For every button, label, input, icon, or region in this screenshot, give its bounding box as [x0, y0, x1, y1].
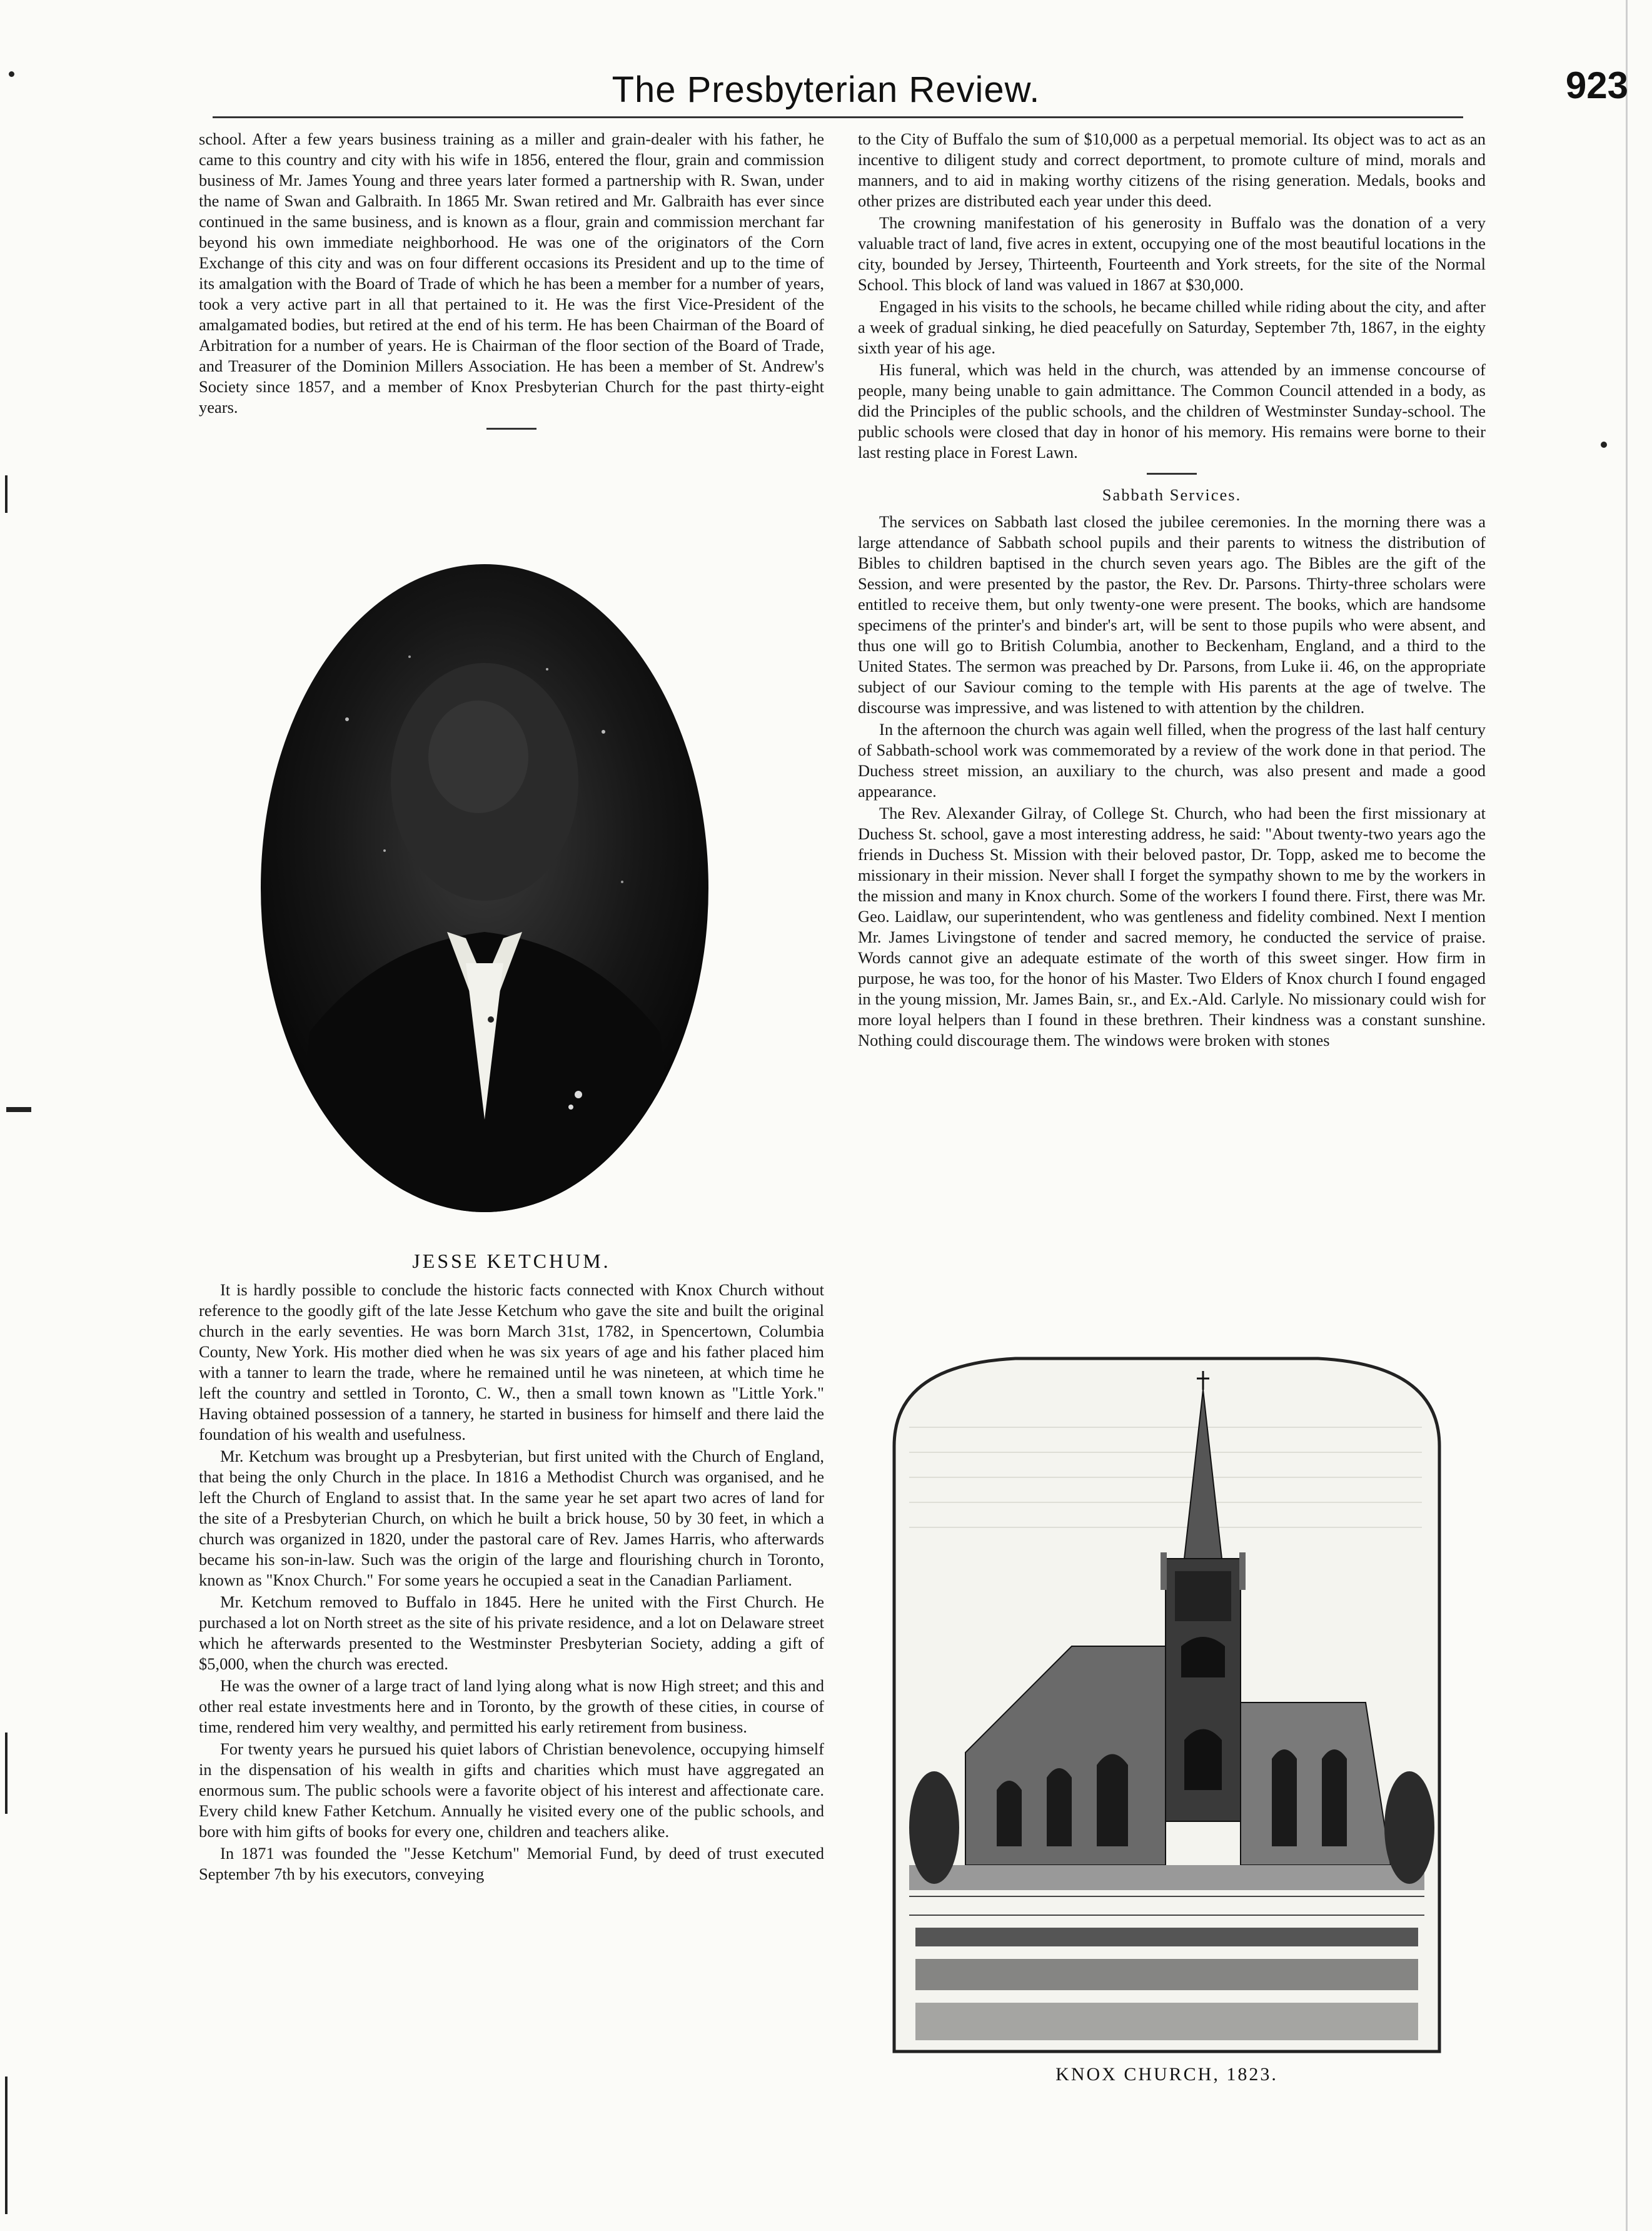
ketchum-paragraph: Mr. Ketchum removed to Buffalo in 1845. Here he united with the First Church. He purchased a lot on North street as the site of his private residence, and a lot on Delaware street which he afterwards presented to the Westminster Presbyterian Society, adding a gift of $5,000, when the church was erected.: [199, 1592, 825, 1673]
page-title: The Presbyterian Review.: [612, 69, 1040, 110]
ketchum-paragraph: Mr. Ketchum was brought up a Presbyterian, but first united with the Church of England, that being the only Church in the place. In 1816 a Methodist Church was organised, and he left the Church of England to assist that. In the same year he set apart two acres of land for the site of a Presbyterian Church, on which he built a brick house, 50 by 30 feet, in which a church was organized in 1820, under the pastoral care of Rev. James Harris, who afterwards became his son-in-law. Such was the origin of the large and flourishing church in Toronto, known as "Knox Church." For some years he occupied a seat in the Canadian Parliament.: [199, 1447, 824, 1589]
portrait-caption: JESSE KETCHUM.: [412, 1250, 611, 1272]
knox-church-illustration: [890, 1352, 1443, 2055]
jesse-ketchum-portrait: [253, 557, 716, 1220]
ketchum-paragraph: He was the owner of a large tract of land lying along what is now High street; and this and other real estate investments here and in Toronto, by the growth of these cities, in course of time, rendered him very wealthy, and permitted his early retirement from business.: [199, 1676, 824, 1736]
sabbath-paragraph: In the afternoon the church was again well filled, when the progress of the last half century of Sabbath-school work was commemorated by a review of the work done in that period. The Duchess street mission, an auxiliary to the church, was also present and made a good appearance.: [858, 720, 1486, 801]
page-number: 923: [1565, 64, 1628, 106]
margin-dot: [1601, 442, 1607, 448]
section-divider: [486, 428, 536, 430]
section-divider: [1147, 473, 1197, 475]
left-column-top: [199, 129, 824, 440]
right-paragraph: The crowning manifestation of his generosity in Buffalo was the donation of a very valuable tract of land, five acres in extent, occupying one of the most beautiful locations in the city, bounded by Jersey, Thirteenth, Fourteenth and York streets, for the site of the Normal School. This block of land was valued in 1867 at $30,000.: [858, 213, 1486, 294]
ketchum-paragraph: For twenty years he pursued his quiet labors of Christian benevolence, occupying himself in the dispensation of his wealth in gifts and charities which must have aggregated an enormous sum. The public schools were a favorite object of his interest and affectionate care. Every child knew Father Ketchum. Annually he visited every one of the public schools, and bore with him gifts of books for every one, children and teachers alike.: [199, 1739, 824, 1841]
sabbath-paragraph: The Rev. Alexander Gilray, of College St. Church, who had been the first missionary at Duchess St. school, gave a most interesting address, he said: "About twenty-two years ago the friends in Duchess St. Mission with their beloved pastor, Dr. Topp, asked me to become the missionary in their mission. Never shall I forget the sympathy shown to me by the workers in the mission and many in Knox church. Some of the workers I found there. First, there was Mr. Geo. Laidlaw, our superintendent, who was gentleness and fidelity combined. Next I mention Mr. James Livingstone of tender and sacred memory, he conducted the service of praise. Words cannot give an adequate estimate of the worth of this sweet singer. How firm in purpose, he was too, for the honor of his Master. Two Elders of Knox church I found engaged in the young mission, Mr. James Bain, sr., and Ex.-Ald. Carlyle. No missionary could wish for more loyal helpers than I found in these brethren. Their kindness was a constant sunshine. Nothing could discourage them. The windows were broken with stones: [858, 804, 1486, 1050]
left-column-bottom: [199, 1280, 824, 1884]
sabbath-paragraph: The services on Sabbath last closed the jubilee ceremonies. In the morning there was a large attendance of Sabbath school pupils and their parents to witness the distribution of Bibles to children baptised in the church seven years ago. The Bibles are the gift of the Session, and were presented by the pastor, the Rev. Dr. Parsons. Thirty-three scholars were entitled to receive them, but only twenty-one were present. The books, which are handsome specimens of the printer's and binder's art, will be sent to those pupils who were absent, and thus one will go to British Columbia, another to Beckenham, England, and a third to the United States. The sermon was preached by Dr. Parsons, from Luke ii. 46, on the appropriate subject of our Saviour coming to the temple with His parents at the age of twelve. The discourse was impressive, and was listened to with attention by the children.: [858, 512, 1486, 717]
margin-edge-mark: [1626, 0, 1628, 2231]
right-column: [858, 129, 1486, 1051]
ketchum-paragraph: It is hardly possible to conclude the historic facts connected with Knox Church without reference to the goodly gift of the late Jesse Ketchum who gave the site and built the original church in the early seventies. He was born March 31st, 1782, in Spencertown, Columbia County, New York. His mother died when he was six years of age and his father placed him with a tanner to learn the trade, where he remained until he was nineteen, at which time he left the country and settled in Toronto, C. W., then a small town known as "Little York." Having obtained possession of a tannery, he started in business for himself and there laid the foundation of his wealth and usefulness.: [199, 1280, 824, 1444]
right-paragraph: Engaged in his visits to the schools, he became chilled while riding about the city, and after a week of gradual sinking, he died peacefully on Saturday, September 7th, 1867, in the eighty sixth year of his age.: [858, 297, 1486, 357]
ketchum-paragraph: In 1871 was founded the "Jesse Ketchum" Memorial Fund, by deed of trust executed September 7th by his executors, conveying: [199, 1844, 824, 1883]
margin-arrow-mark: [6, 1107, 31, 1112]
section-heading-sabbath-services: Sabbath Services.: [1102, 485, 1242, 504]
margin-bracket-mark: [5, 2077, 8, 2214]
margin-bracket-mark: [5, 475, 8, 513]
margin-bracket-mark: [5, 1733, 8, 1814]
right-paragraph: His funeral, which was held in the church, was attended by an immense concourse of people, many being unable to gain admittance. The Common Council attended in a body, as did the Principles of the public schools, and the children of Westminster Sunday-school. The public schools were closed that day in honor of his memory. His remains were borne to their last resting place in Forest Lawn.: [858, 360, 1486, 462]
memorial-fund-paragraph: to the City of Buffalo the sum of $10,000 as a perpetual memorial. Its object was to act as an incentive to diligent study and correct deportment, to promote culture of mind, morals and manners, and to aid in making worthy citizens of the rising generation. Medals, books and other prizes are distributed each year under this deed.: [858, 129, 1486, 210]
galbraith-paragraph: school. After a few years business training as a miller and grain-dealer with his father, he came to this country and city with his wife in 1856, entered the flour, grain and commission business of Mr. James Young and three years later formed a partnership with R. Swan, under the name of Swan and Galbraith. In 1865 Mr. Swan retired and Mr. Galbraith has ever since continued in the same business, and is known as a flour, grain and commission merchant far beyond his own immediate neighborhood. He was one of the originators of the Corn Exchange of this city and was on four different occasions its President and up to the time of its amalgation with the Board of Trade of which he has been a member for a number of years, took a very active part in all that pertained to it. He was the first Vice-President of the amalgamated bodies, but retired at the end of his term. He has been Chairman of the Board of Arbitration for a number of years. He is Chairman of the floor section of the Board of Trade, and Treasurer of the Dominion Millers Association. He has been a member of St. Andrew's Society since 1857, and a member of Knox Presbyterian Church for the past thirty-eight years.: [199, 129, 824, 417]
church-caption: KNOX CHURCH, 1823.: [1055, 2064, 1278, 2085]
header-rule: [213, 116, 1463, 118]
